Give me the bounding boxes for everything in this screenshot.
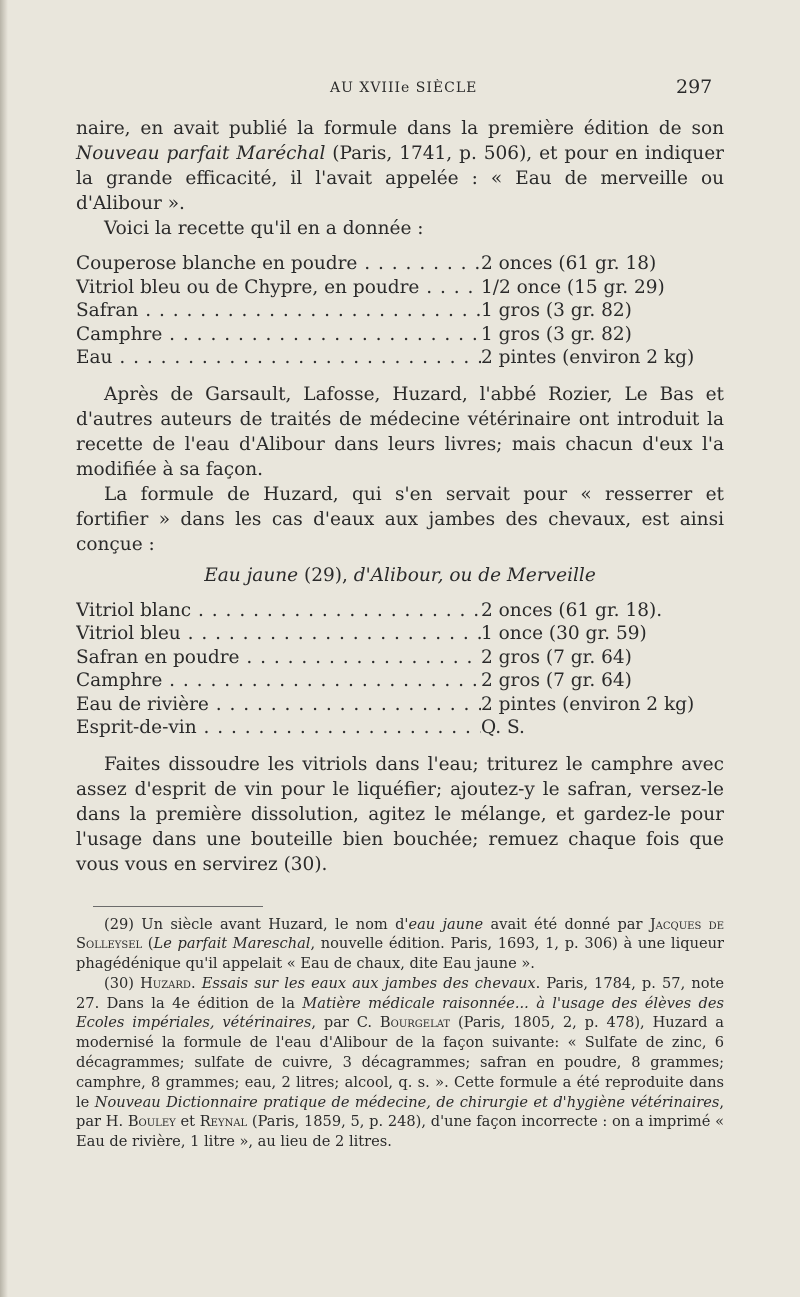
paragraph-huzard: La formule de Huzard, qui s'en servait pour « resserrer et fortifier » dans les cas d'eaux aux jambes des chevaux, est ainsi conçue :	[76, 483, 724, 555]
page-number: 297	[676, 76, 713, 98]
recipe-quantity: Q. S.	[481, 717, 525, 738]
note-book-title: Matière médicale raisonnée... à l'usage des élèves des Ecoles impériales, vétérinaires	[76, 994, 724, 1032]
recipe-row	[76, 276, 724, 300]
subtitle-note-ref: (29),	[298, 564, 354, 586]
recipe-quantity: 2 gros (7 gr. 64)	[481, 646, 632, 668]
recipe-row	[76, 252, 724, 276]
recipe-quantity: 2 onces (61 gr. 18).	[481, 599, 663, 621]
recipe-list-alibour	[76, 252, 724, 370]
recipe-ingredient: Vitriol blanc . . .	[76, 599, 481, 623]
note-book-title: Nouveau Dictionnaire pratique de médecine, de chirurgie et d'hygiène vétérinaires	[94, 1093, 720, 1111]
note-author: Jacques de Solleysel	[76, 915, 724, 953]
note-author: Reynal	[199, 1113, 248, 1131]
recipe-quantity: 2 pintes (environ 2 kg)	[481, 347, 695, 368]
recipe-quantity: 2 pintes (environ 2 kg)	[481, 693, 695, 715]
recipe-quantity: 2 onces (61 gr. 18)	[481, 253, 657, 274]
note-text: (30)	[104, 974, 141, 992]
paragraph-text: (Paris, 1741, p. 506), et pour en indiquer la grande efficacité, il l'avait appelée : « Eau de merveille ou d'Alibour ».	[76, 143, 724, 214]
recipe-ingredient: Safran en poudre . . .	[76, 646, 481, 670]
note-text: , par H.	[76, 1093, 724, 1131]
note-text: (Paris, 1805, 2, p. 478), Huzard a modernisé la formule de l'eau d'Alibour de la façon suivante: « Sulfate de zinc, 6 décagrammes; sulfate de cuivre, 3 décagrammes; safran en poudre, 8 grammes; camphre, 8 grammes; eau, 2 litres; alcool, q. s. ». Cette formule a été reproduite dans le	[76, 1014, 724, 1111]
recipe-row	[76, 716, 724, 740]
recipe-row	[76, 646, 724, 670]
note-text: avait été donné par	[483, 915, 650, 933]
recipe-ingredient: Eau . . .	[76, 346, 481, 370]
note-author: Bourgelat	[379, 1014, 451, 1032]
recipe-ingredient: Couperose blanche en poudre . . .	[76, 252, 481, 276]
page-body	[76, 116, 724, 1152]
recipe-list-eau-jaune	[76, 599, 724, 740]
recipe-ingredient: Eau de rivière . . .	[76, 693, 481, 717]
recipe-row	[76, 346, 724, 370]
recipe-ingredient: Esprit-de-vin . . .	[76, 716, 481, 740]
footnote-30	[76, 974, 724, 1152]
paragraph-authors: Après de Garsault, Lafosse, Huzard, l'abbé Rozier, Le Bas et d'autres auteurs de traités de médecine vétérinaire ont introduit la recette de l'eau d'Alibour dans leurs livres; mais chacun d'eux l'a modifiée à sa façon.	[76, 383, 724, 480]
recipe-ingredient: Vitriol bleu ou de Chypre, en poudre . . .	[76, 276, 481, 300]
recipe-quantity: 1 gros (3 gr. 82)	[481, 323, 632, 345]
note-author: Huzard	[140, 974, 191, 992]
page-edge	[0, 0, 8, 1297]
recipe-quantity: 1/2 once (15 gr. 29)	[481, 276, 665, 298]
paragraph-intro	[76, 116, 724, 216]
subtitle-text: d'Alibour, ou de Merveille	[353, 564, 596, 586]
note-book-title: Essais sur les eaux aux jambes des chevaux	[201, 974, 536, 992]
note-author: Bouley	[127, 1113, 176, 1131]
note-text: . Paris, 1784, p. 57, note 27. Dans la 4e édition de la	[76, 974, 725, 1012]
note-text: (29) Un siècle avant Huzard, le nom d'	[104, 915, 409, 933]
note-text: (	[142, 935, 154, 953]
footnote-divider	[93, 906, 263, 907]
note-text: , nouvelle édition. Paris, 1693, 1, p. 306) à une liqueur phagédénique qu'il appelait « Eau de chaux, dite Eau jaune ».	[76, 935, 725, 973]
paragraph-instructions: Faites dissoudre les vitriols dans l'eau; triturez le camphre avec assez d'esprit de vin pour le liquéfier; ajoutez-y le safran, versez-le dans la première dissolution, agitez le mélange, et gardez-le pour l'usage dans une bouteille bien bouchée; remuez chaque fois que vous vous en servirez (30).	[76, 753, 724, 875]
recipe-row	[76, 693, 724, 717]
note-text: et	[175, 1113, 200, 1131]
book-title: Nouveau parfait Maréchal	[76, 143, 326, 164]
footnote-29	[76, 915, 724, 974]
note-text: (Paris, 1859, 5, p. 248), d'une façon incorrecte : on a imprimé « Eau de rivière, 1 litre », au lieu de 2 litres.	[76, 1113, 724, 1151]
note-text: , par C.	[311, 1014, 380, 1032]
note-book-title: Le parfait Mareschal	[153, 935, 311, 953]
paragraph-text: naire, en avait publié la formule dans la première édition de son	[76, 118, 724, 139]
recipe-ingredient: Vitriol bleu . . .	[76, 622, 481, 646]
note-italic: eau jaune	[408, 915, 484, 933]
note-text: .	[190, 974, 202, 992]
recipe-row	[76, 622, 724, 646]
recipe-ingredient: Camphre . . .	[76, 323, 481, 347]
recipe-row	[76, 669, 724, 693]
recipe-row	[76, 299, 724, 323]
recipe-row	[76, 323, 724, 347]
recipe-quantity: 1 once (30 gr. 59)	[481, 623, 647, 644]
recipe-quantity: 2 gros (7 gr. 64)	[481, 670, 632, 691]
recipe-subtitle	[76, 563, 724, 588]
page-header	[0, 76, 800, 100]
subtitle-text: Eau jaune	[204, 564, 299, 586]
paragraph-recipe-intro: Voici la recette qu'il en a donnée :	[104, 218, 424, 239]
running-head: AU XVIIIe SIÈCLE	[330, 80, 478, 96]
recipe-ingredient: Safran . . .	[76, 299, 481, 323]
recipe-quantity: 1 gros (3 gr. 82)	[481, 300, 632, 321]
recipe-row	[76, 599, 724, 623]
recipe-ingredient: Camphre . . .	[76, 669, 481, 693]
